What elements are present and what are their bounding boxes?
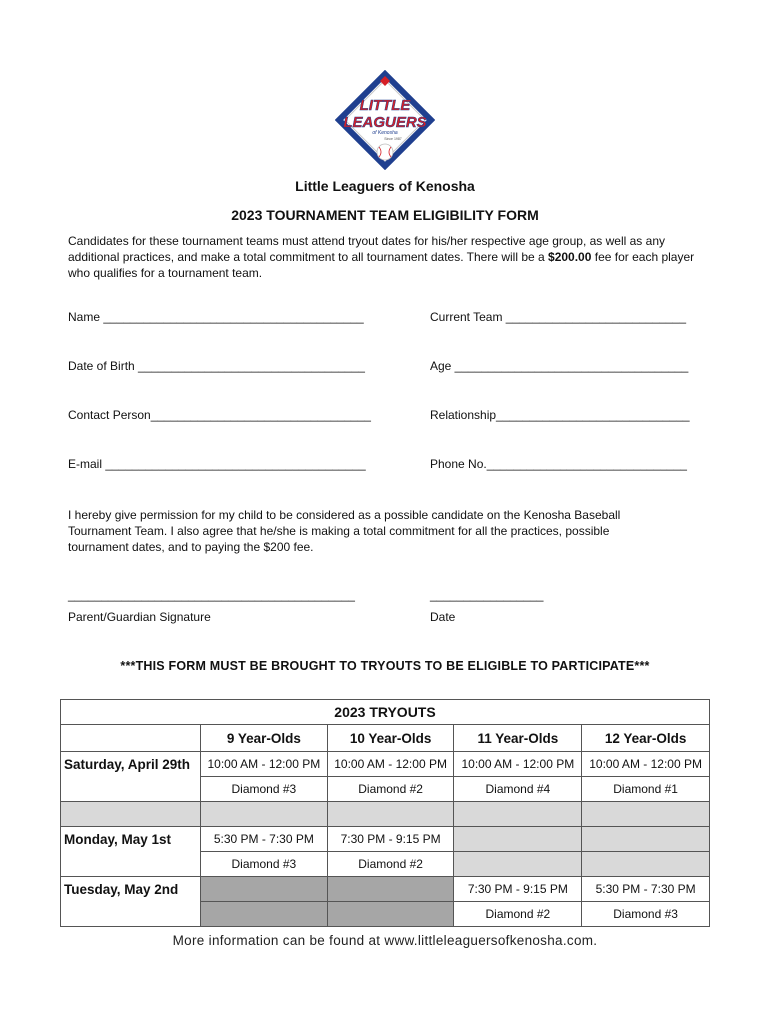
time-cell: 7:30 PM - 9:15 PM (454, 877, 582, 902)
table-row (61, 752, 710, 777)
table-row (61, 777, 710, 802)
name-field[interactable]: Name _______________________________________ (68, 310, 364, 324)
table-row (61, 725, 710, 752)
col-11-year-olds: 11 Year-Olds (454, 725, 582, 752)
tryouts-title: 2023 TRYOUTS (61, 700, 710, 725)
signature-line[interactable]: ___________________________________________ (68, 588, 355, 602)
col-12-year-olds: 12 Year-Olds (582, 725, 710, 752)
time-cell: 7:30 PM - 9:15 PM (327, 827, 454, 852)
time-cell: 10:00 AM - 12:00 PM (454, 752, 582, 777)
table-row (61, 700, 710, 725)
age-field[interactable]: Age ___________________________________ (430, 359, 689, 373)
phone-field[interactable]: Phone No.______________________________ (430, 457, 687, 471)
field-cell: Diamond #3 (200, 852, 327, 877)
field-cell: Diamond #2 (327, 777, 454, 802)
tryouts-table (60, 699, 710, 927)
little-leaguers-logo (335, 70, 435, 170)
org-name: Little Leaguers of Kenosha (295, 178, 475, 194)
field-cell: Diamond #4 (454, 777, 582, 802)
field-cell: Diamond #2 (454, 902, 582, 927)
current-team-field[interactable]: Current Team ___________________________ (430, 310, 687, 324)
day-tuesday: Tuesday, May 2nd (61, 877, 201, 902)
logo-text-kenosha: of Kenosha (372, 130, 398, 136)
table-row (61, 852, 710, 877)
footer-info: More information can be found at www.littleleaguersofkenosha.com. (172, 933, 598, 948)
field-cell: Diamond #3 (582, 902, 710, 927)
day-saturday: Saturday, April 29th (61, 752, 201, 777)
logo-text-little: LITTLE (359, 97, 411, 114)
contact-person-field[interactable]: Contact Person_________________________________ (68, 408, 371, 422)
tryout-notice: ***THIS FORM MUST BE BROUGHT TO TRYOUTS TO BE ELIGIBLE TO PARTICIPATE*** (120, 659, 650, 673)
field-cell: Diamond #3 (200, 777, 327, 802)
form-title: 2023 TOURNAMENT TEAM ELIGIBILITY FORM (231, 207, 539, 223)
baseball-icon (377, 144, 393, 160)
time-cell: 10:00 AM - 12:00 PM (200, 752, 327, 777)
table-row (61, 902, 710, 927)
col-10-year-olds: 10 Year-Olds (327, 725, 454, 752)
date-line[interactable]: _________________ (430, 588, 544, 602)
table-row (61, 827, 710, 852)
email-field[interactable]: E-mail _______________________________________ (68, 457, 366, 471)
time-cell: 5:30 PM - 7:30 PM (582, 877, 710, 902)
time-cell: 5:30 PM - 7:30 PM (200, 827, 327, 852)
fee-amount: $200.00 (548, 250, 592, 264)
intro-paragraph: Candidates for these tournament teams must attend tryout dates for his/her respective age group, as well as any additional practices, and make a total commitment to all tournament dates. There will be a $200.00 fee for each player who qualifies for a tournament team. (68, 234, 695, 280)
field-cell: Diamond #1 (582, 777, 710, 802)
permission-statement: I hereby give permission for my child to be considered as a possible candidate on the Kenosha Baseball Tournament Team. I also agree that he/she is making a total commitment for all the practices, possible tournament dates, and to paying the $200 fee. (68, 508, 621, 554)
field-cell: Diamond #2 (327, 852, 454, 877)
signature-label: Parent/Guardian Signature (68, 610, 211, 624)
logo-text-leaguers: LEAGUERS (343, 114, 427, 131)
time-cell: 10:00 AM - 12:00 PM (327, 752, 454, 777)
table-row (61, 802, 710, 827)
table-row (61, 877, 710, 902)
relationship-field[interactable]: Relationship_____________________________ (430, 408, 690, 422)
day-monday: Monday, May 1st (61, 827, 201, 852)
dob-field[interactable]: Date of Birth __________________________________ (68, 359, 365, 373)
logo-text-since: Since 1987 (384, 137, 402, 141)
date-label: Date (430, 610, 456, 624)
time-cell: 10:00 AM - 12:00 PM (582, 752, 710, 777)
col-9-year-olds: 9 Year-Olds (200, 725, 327, 752)
